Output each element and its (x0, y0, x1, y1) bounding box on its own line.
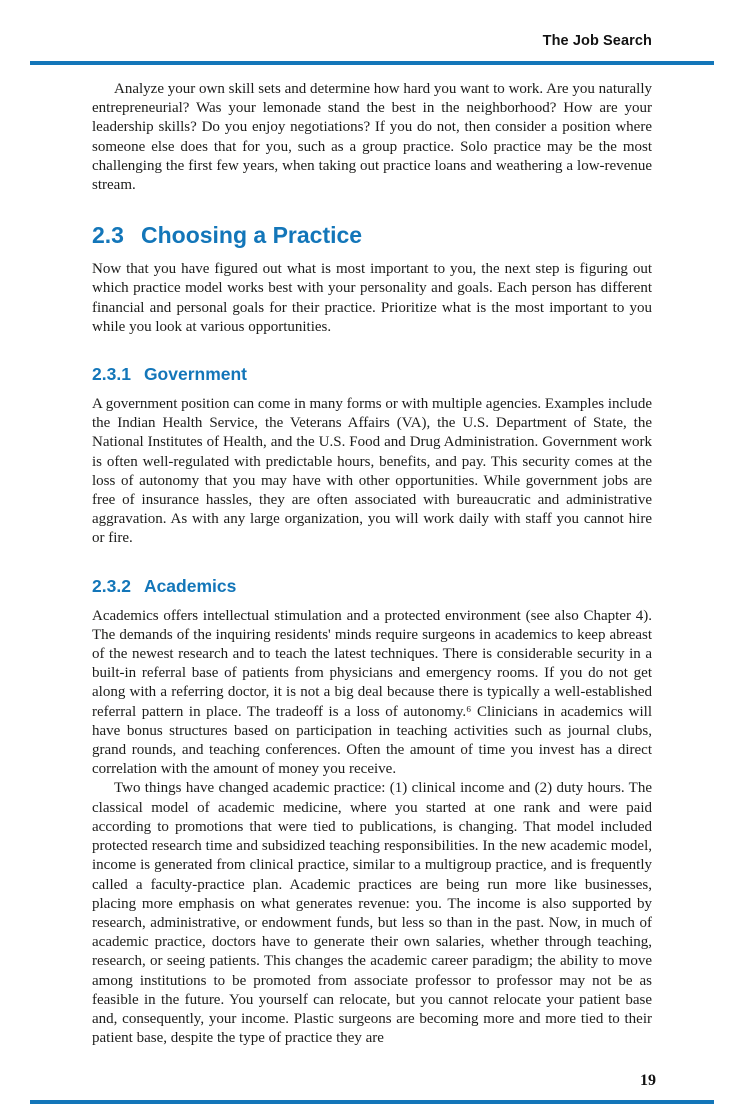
paragraph-academics-2: Two things have changed academic practice: (1) clinical income and (2) duty hours. The classical model of academic medicine, where you started at one rank and were paid according to promotions that were tied to publications, is changing. That model included protected research time and subsidized teaching responsibilities. In the new academic model, income is generated from clinical practice, similar to a multigroup practice, and is frequently called a faculty-practice plan. Academic practices are being run more like businesses, placing more emphasis on what generates revenue: you. The income is also supported by research, administrative, or endowment funds, but less so than in the past. Now, in much of academic practice, doctors have to generate their own salaries, whether through teaching, research, or seeing patients. This changes the academic career paradigm; the ability to move among institutions to be promoted from associate professor to professor may not be as feasible in the future. You yourself can relocate, but you cannot relocate your patient base and, consequently, your income. Plastic surgeons are becoming more and more tied to their patient base, despite the type of practice they are (92, 780, 652, 1047)
running-head: The Job Search (542, 33, 652, 49)
subsection-number: 2.3.1 (92, 364, 131, 385)
section-title: Choosing a Practice (140, 222, 363, 249)
header-rule (30, 61, 714, 65)
footer-rule (30, 1100, 714, 1104)
subsection-heading-government (92, 364, 652, 385)
page-content (92, 80, 652, 1048)
subsection-number: 2.3.2 (92, 575, 131, 596)
subsection-title: Government (143, 364, 248, 385)
paragraph-academics-1: Academics offers intellectual stimulation and a protected environment (see also Chapter 4). The demands of the inquiring residents' minds require surgeons in academics to keep abreast of the newest research and to teach the latest techniques. There is considerable security in a built-in referral base of patients from physicians and emergency rooms. If you do not get along with a referring doctor, it is not a big deal because there is typically a well-established referral pattern in place. The tradeoff is a loss of autonomy.⁶ Clinicians in academics will have bonus structures based on participation in teaching activities such as journal clubs, grand rounds, and teaching conferences. Often the amount of time you invest has a direct correlation with the amount of money you receive. (92, 607, 652, 778)
subsection-heading-academics (92, 576, 652, 597)
paragraph-government: A government position can come in many forms or with multiple agencies. Examples include the Indian Health Service, the Veterans Affairs (VA), the U.S. Department of State, the National Institutes of Health, and the U.S. Food and Drug Administration. Government work is often well-regulated with predictable hours, benefits, and pay. This security comes at the loss of autonomy that you may have with other opportunities. While government jobs are free of insurance hassles, they are often associated with bureaucratic and administrative aggravation. As with any large organization, you will work daily with staff you cannot hire or fire. (92, 396, 652, 547)
page-number: 19 (640, 1072, 656, 1089)
subsection-title: Academics (143, 575, 237, 596)
paragraph-choosing-a-practice: Now that you have figured out what is most important to you, the next step is figuring out which practice model works best with your personality and goals. Each person has different financial and personal goals for their practice. Prioritize what is the most important to you while you look at various opportunities. (92, 261, 652, 335)
section-number: 2.3 (92, 222, 124, 249)
section-heading-choosing-a-practice (92, 222, 652, 249)
paragraph-intro: Analyze your own skill sets and determine how hard you want to work. Are you naturally entrepreneurial? Was your lemonade stand the best in the neighborhood? How are your leadership skills? Do you enjoy negotiations? If you do not, then consider a position where someone else does that for you, such as a group practice. Solo practice may be the most challenging the first few years, when taking out practice loans and weathering a low-revenue stream. (92, 81, 652, 194)
